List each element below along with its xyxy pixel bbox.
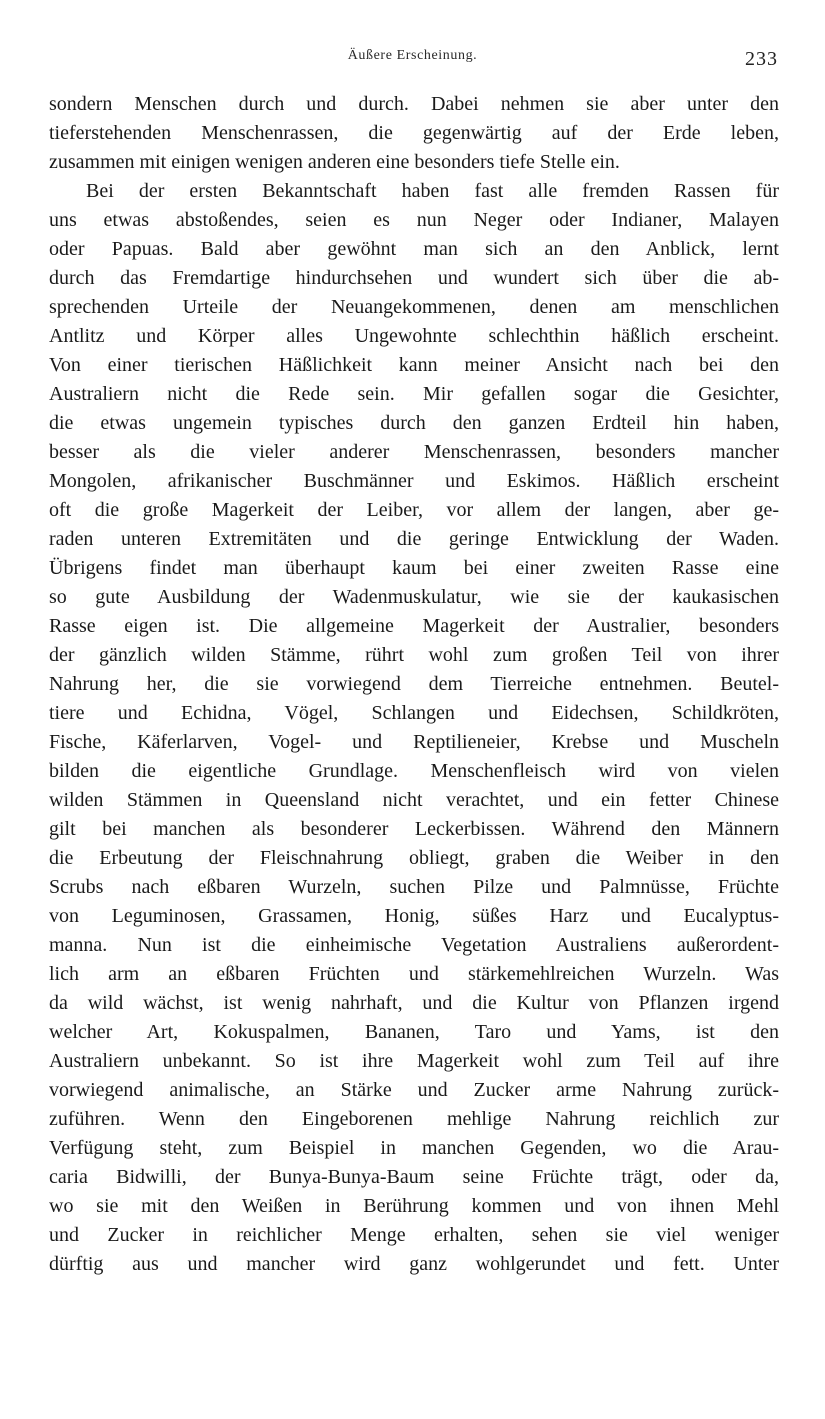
text-line: die etwas ungemein typisches durch den ganzen Erdteil hin haben, (49, 412, 779, 434)
text-line: Rasse eigen ist. Die allgemeine Magerkeit der Australier, besonders (49, 615, 779, 637)
text-line: sprechenden Urteile der Neuangekommenen, denen am menschlichen (49, 296, 779, 318)
text-line: welcher Art, Kokuspalmen, Bananen, Taro und Yams, ist den (49, 1021, 779, 1043)
text-line: die Erbeutung der Fleischnahrung obliegt, graben die Weiber in den (49, 847, 779, 869)
text-line: Bei der ersten Bekanntschaft haben fast alle fremden Rassen für (86, 180, 779, 202)
text-line: der gänzlich wilden Stämme, rührt wohl zum großen Teil von ihrer (49, 644, 779, 666)
text-line: caria Bidwilli, der Bunya-Bunya-Baum seine Früchte trägt, oder da, (49, 1166, 779, 1188)
text-line: und Zucker in reichlicher Menge erhalten, sehen sie viel weniger (49, 1224, 779, 1246)
text-line: von Leguminosen, Grassamen, Honig, süßes Harz und Eucalyptus- (49, 905, 779, 927)
text-line: Mongolen, afrikanischer Buschmänner und Eskimos. Häßlich erscheint (49, 470, 779, 492)
text-line: manna. Nun ist die einheimische Vegetation Australiens außerordent- (49, 934, 779, 956)
text-line: Verfügung steht, zum Beispiel in manchen Gegenden, wo die Arau- (49, 1137, 779, 1159)
text-line: Australiern unbekannt. So ist ihre Magerkeit wohl zum Teil auf ihre (49, 1050, 779, 1072)
text-line: oder Papuas. Bald aber gewöhnt man sich an den Anblick, lernt (49, 238, 779, 260)
running-head (0, 48, 825, 72)
text-line: dürftig aus und mancher wird ganz wohlgerundet und fett. Unter (49, 1253, 779, 1275)
text-line: lich arm an eßbaren Früchten und stärkemehlreichen Wurzeln. Was (49, 963, 779, 985)
text-line: Nahrung her, die sie vorwiegend dem Tierreiche entnehmen. Beutel- (49, 673, 779, 695)
text-line: wilden Stämmen in Queensland nicht verachtet, und ein fetter Chinese (49, 789, 779, 811)
text-line: oft die große Magerkeit der Leiber, vor allem der langen, aber ge- (49, 499, 779, 521)
text-line: sondern Menschen durch und durch. Dabei nehmen sie aber unter den (49, 93, 779, 115)
text-line: tieferstehenden Menschenrassen, die gegenwärtig auf der Erde leben, (49, 122, 779, 144)
running-title: Äußere Erscheinung. (347, 48, 478, 63)
text-line: Antlitz und Körper alles Ungewohnte schlechthin häßlich erscheint. (49, 325, 779, 347)
text-line: so gute Ausbildung der Wadenmuskulatur, wie sie der kaukasischen (49, 586, 779, 608)
text-line: gilt bei manchen als besonderer Leckerbissen. Während den Männern (49, 818, 779, 840)
text-line: wo sie mit den Weißen in Berührung kommen und von ihnen Mehl (49, 1195, 779, 1217)
text-line: besser als die vieler anderer Menschenrassen, besonders mancher (49, 441, 779, 463)
text-line: zusammen mit einigen wenigen anderen eine besonders tiefe Stelle ein. (49, 151, 620, 173)
page-number: 233 (745, 48, 778, 70)
text-line: tiere und Echidna, Vögel, Schlangen und Eidechsen, Schildkröten, (49, 702, 779, 724)
text-line: Fische, Käferlarven, Vogel- und Reptilieneier, Krebse und Muscheln (49, 731, 779, 753)
text-line: vorwiegend animalische, an Stärke und Zucker arme Nahrung zurück- (49, 1079, 779, 1101)
body-text (49, 90, 779, 1279)
text-line: zuführen. Wenn den Eingeborenen mehlige Nahrung reichlich zur (49, 1108, 779, 1130)
text-line: da wild wächst, ist wenig nahrhaft, und die Kultur von Pflanzen irgend (49, 992, 779, 1014)
text-line: Von einer tierischen Häßlichkeit kann meiner Ansicht nach bei den (49, 354, 779, 376)
text-line: Übrigens findet man überhaupt kaum bei einer zweiten Rasse eine (49, 557, 779, 579)
text-line: Australiern nicht die Rede sein. Mir gefallen sogar die Gesichter, (49, 383, 779, 405)
text-line: durch das Fremdartige hindurchsehen und wundert sich über die ab- (49, 267, 779, 289)
text-line: raden unteren Extremitäten und die geringe Entwicklung der Waden. (49, 528, 779, 550)
text-line: uns etwas abstoßendes, seien es nun Neger oder Indianer, Malayen (49, 209, 779, 231)
text-line: bilden die eigentliche Grundlage. Menschenfleisch wird von vielen (49, 760, 779, 782)
text-line: Scrubs nach eßbaren Wurzeln, suchen Pilze und Palmnüsse, Früchte (49, 876, 779, 898)
